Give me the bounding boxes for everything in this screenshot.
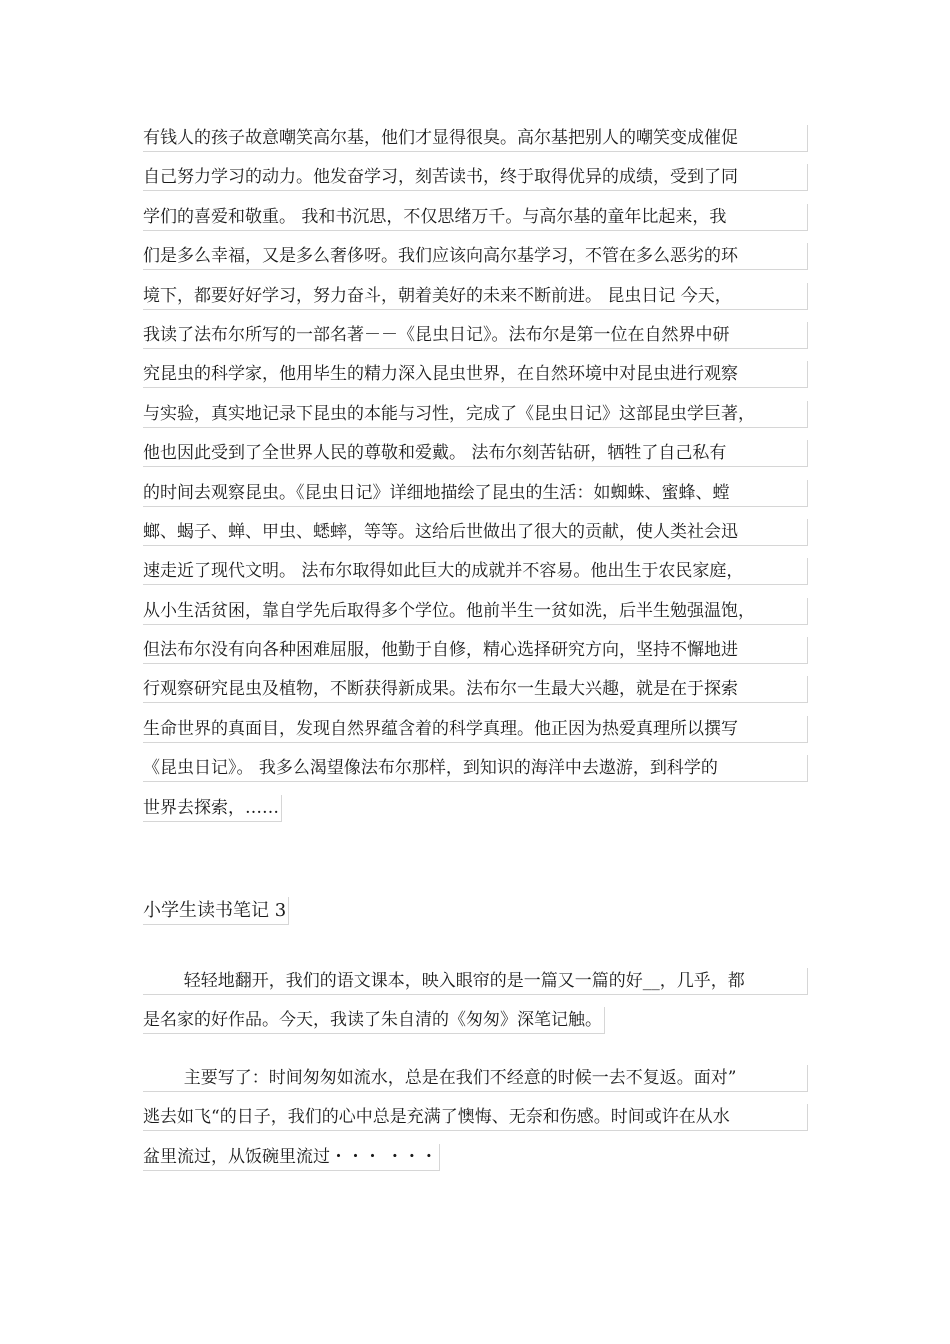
text-line: 们是多么幸福，又是多么奢侈呀。我们应该向高尔基学习，不管在多么恶劣的环 <box>143 243 808 270</box>
text-line: 但法布尔没有向各种困难屈服，他勤于自修，精心选择研究方向，坚持不懈地进 <box>143 637 808 664</box>
paragraph-2 <box>143 1065 808 1187</box>
text-line: 主要写了：时间匆匆如流水，总是在我们不经意的时候一去不复返。面对” <box>143 1065 808 1092</box>
text-line: 是名家的好作品。今天，我读了朱自清的《匆匆》深笔记触。 <box>143 1007 605 1034</box>
section-heading: 小学生读书笔记 3 <box>143 897 289 925</box>
section-heading-block <box>143 897 808 925</box>
text-line: 的时间去观察昆虫。《昆虫日记》详细地描绘了昆虫的生活：如蜘蛛、蜜蜂、螳 <box>143 480 808 507</box>
body-text-section-1 <box>143 125 808 838</box>
paragraph-1 <box>143 968 808 1051</box>
text-line: 螂、蝎子、蝉、甲虫、蟋蟀，等等。这给后世做出了很大的贡献，使人类社会迅 <box>143 519 808 546</box>
text-line: 自己努力学习的动力。他发奋学习，刻苦读书，终于取得优异的成绩，受到了同 <box>143 164 808 191</box>
text-line: 他也因此受到了全世界人民的尊敬和爱戴。 法布尔刻苦钻研，牺牲了自己私有 <box>143 440 808 467</box>
text-line: 与实验，真实地记录下昆虫的本能与习性，完成了《昆虫日记》这部昆虫学巨著， <box>143 401 808 428</box>
text-line: 《昆虫日记》。 我多么渴望像法布尔那样，到知识的海洋中去遨游，到科学的 <box>143 755 808 782</box>
text-line: 速走近了现代文明。 法布尔取得如此巨大的成就并不容易。他出生于农民家庭， <box>143 558 808 585</box>
text-line: 有钱人的孩子故意嘲笑高尔基，他们才显得很臭。高尔基把别人的嘲笑变成催促 <box>143 125 808 152</box>
text-line: 行观察研究昆虫及植物，不断获得新成果。法布尔一生最大兴趣，就是在于探索 <box>143 676 808 703</box>
text-line: 轻轻地翻开，我们的语文课本，映入眼帘的是一篇又一篇的好__，几乎，都 <box>143 968 808 995</box>
text-line: 究昆虫的科学家，他用毕生的精力深入昆虫世界，在自然环境中对昆虫进行观察 <box>143 361 808 388</box>
text-line: 生命世界的真面目，发现自然界蕴含着的科学真理。他正因为热爱真理所以撰写 <box>143 716 808 743</box>
text-line: 逃去如飞“的日子，我们的心中总是充满了懊悔、无奈和伤感。时间或许在从水 <box>143 1104 808 1131</box>
text-line: 我读了法布尔所写的一部名著－－《昆虫日记》。法布尔是第一位在自然界中研 <box>143 322 808 349</box>
text-line: 境下，都要好好学习，努力奋斗，朝着美好的未来不断前进。 昆虫日记 今天， <box>143 283 808 310</box>
text-line: 学们的喜爱和敬重。 我和书沉思，不仅思绪万千。与高尔基的童年比起来，我 <box>143 204 808 231</box>
text-line: 从小生活贫困，靠自学先后取得多个学位。他前半生一贫如洗，后半生勉强温饱， <box>143 598 808 625</box>
text-line: 世界去探索，…… <box>143 795 282 822</box>
text-line: 盆里流过，从饭碗里流过・・・ ・・・ <box>143 1144 440 1171</box>
